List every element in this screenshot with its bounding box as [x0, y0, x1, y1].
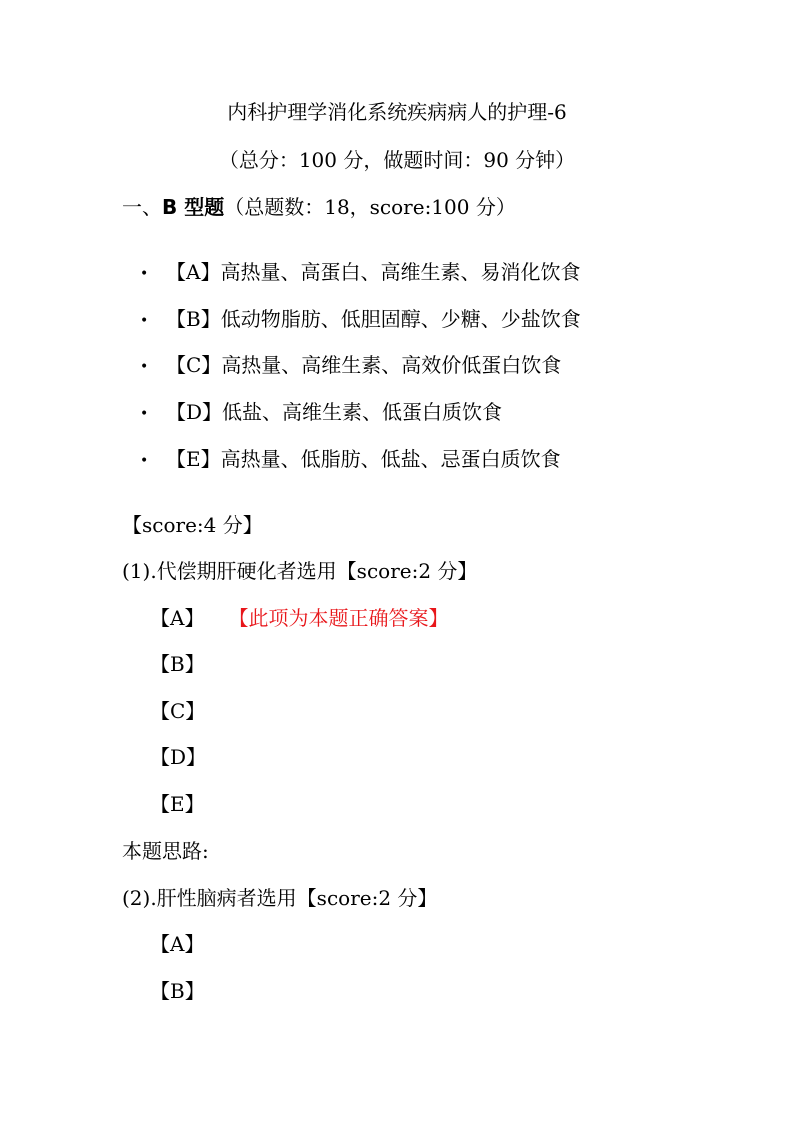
question-stem-2: (2).肝性脑病者选用【score:2 分】 [122, 886, 438, 910]
option-text: 低盐、高维生素、低蛋白质饮食 [222, 400, 503, 424]
option-item-d [140, 398, 502, 428]
document-subtitle: （总分：100 分，做题时间：90 分钟） [218, 148, 576, 172]
answer-choice-d: 【D】 [150, 745, 207, 769]
question-stem-1: (1).代偿期肝硬化者选用【score:2 分】 [122, 559, 478, 583]
bullet-icon: • [140, 405, 149, 422]
group-score: 【score:4 分】 [122, 513, 263, 537]
section-name: B 型题 [162, 195, 225, 219]
answer-choice-b: 【B】 [150, 979, 205, 1003]
option-item-a [140, 258, 580, 288]
bullet-icon: • [140, 312, 149, 329]
option-text: 低动物脂肪、低胆固醇、少糖、少盐饮食 [220, 307, 581, 331]
answer-choice-a: 【A】 [150, 932, 205, 956]
document-title: 内科护理学消化系统疾病病人的护理-6 [227, 100, 567, 124]
option-text: 高热量、低脂肪、低盐、忌蛋白质饮食 [220, 447, 561, 471]
option-text: 高热量、高蛋白、高维生素、易消化饮食 [220, 260, 581, 284]
option-letter: 【A】 [166, 260, 221, 284]
correct-answer-note: 【此项为本题正确答案】 [238, 606, 449, 630]
bullet-icon: • [140, 452, 149, 469]
answer-choice-a [150, 604, 448, 632]
answer-choice-b: 【B】 [150, 652, 205, 676]
option-item-c [140, 351, 561, 381]
answer-choice-c: 【C】 [150, 699, 206, 723]
option-text: 高热量、高维生素、高效价低蛋白饮食 [221, 353, 562, 377]
section-heading [122, 193, 516, 221]
option-letter: 【C】 [166, 353, 222, 377]
bullet-icon: • [140, 265, 149, 282]
option-letter: 【E】 [166, 447, 221, 471]
answer-choice-e: 【E】 [150, 792, 205, 816]
answer-letter: 【A】 [150, 606, 205, 630]
explanation-label: 本题思路: [122, 839, 209, 863]
option-letter: 【D】 [166, 400, 223, 424]
option-item-e [140, 445, 561, 475]
option-item-b [140, 305, 581, 335]
section-prefix: 一、 [122, 195, 162, 219]
option-letter: 【B】 [166, 307, 221, 331]
bullet-icon: • [140, 358, 149, 375]
section-meta: （总题数：18，score:100 分） [224, 195, 516, 219]
